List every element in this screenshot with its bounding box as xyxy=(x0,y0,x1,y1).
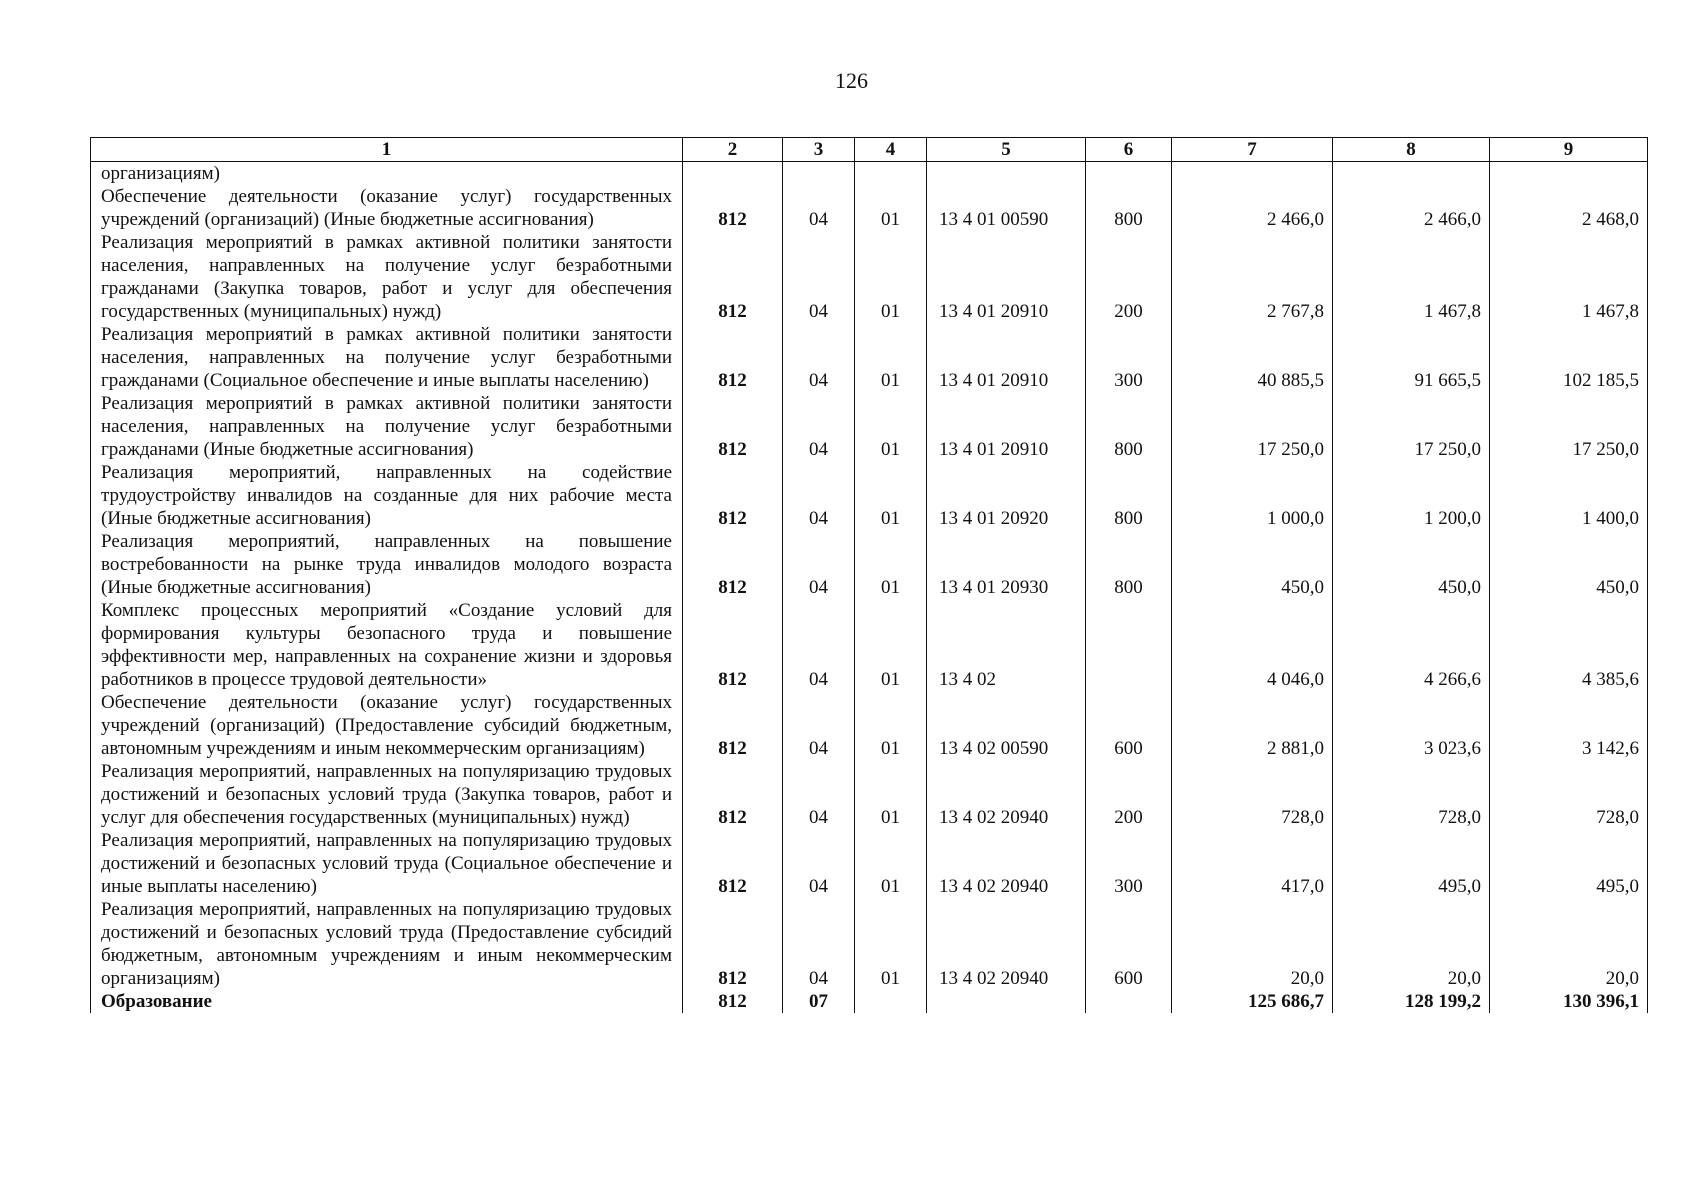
cell-target-article: 13 4 01 00590 xyxy=(927,185,1086,231)
cell-expense-type: 200 xyxy=(1086,231,1172,323)
cell-admin-code: 812 xyxy=(683,599,783,691)
row-description: Реализация мероприятий, направленных на популяризацию трудовых достижений и безопасных условий труда (Предоставление субсидий бюджетным, автономным учреждениям и иным некоммерческим организациям) xyxy=(91,898,683,990)
table-row xyxy=(91,392,1648,461)
table-row xyxy=(91,162,1648,186)
cell-amount-3: 20,0 xyxy=(1490,898,1648,990)
cell-amount-1: 40 885,5 xyxy=(1172,323,1333,392)
row-description: Реализация мероприятий в рамках активной политики занятости населения, направленных на получение услуг безработными гражданами (Социальное обеспечение и иные выплаты населению) xyxy=(91,323,683,392)
cell-amount-2: 1 467,8 xyxy=(1333,231,1490,323)
table-row xyxy=(91,323,1648,392)
cell-amount-2: 450,0 xyxy=(1333,530,1490,599)
table-row xyxy=(91,829,1648,898)
cell-section: 04 xyxy=(783,530,855,599)
cell-subsection: 01 xyxy=(855,599,927,691)
cell-target-article: 13 4 01 20910 xyxy=(927,392,1086,461)
cell-amount-3: 450,0 xyxy=(1490,530,1648,599)
row-description: Обеспечение деятельности (оказание услуг) государственных учреждений (организаций) (Предоставление субсидий бюджетным, автономным учреждениям и иным некоммерческим организациям) xyxy=(91,691,683,760)
cell-target-article: 13 4 02 20940 xyxy=(927,760,1086,829)
cell-expense-type: 200 xyxy=(1086,760,1172,829)
row-description: организациям) xyxy=(91,162,683,186)
cell-subsection: 01 xyxy=(855,691,927,760)
total-admin-code: 812 xyxy=(683,990,783,1013)
cell-section: 04 xyxy=(783,829,855,898)
cell-admin-code: 812 xyxy=(683,461,783,530)
cell-amount-3: 102 185,5 xyxy=(1490,323,1648,392)
cell-admin-code: 812 xyxy=(683,691,783,760)
cell-admin-code: 812 xyxy=(683,392,783,461)
cell-expense-type: 800 xyxy=(1086,530,1172,599)
row-description: Реализация мероприятий в рамках активной политики занятости населения, направленных на получение услуг безработными гражданами (Иные бюджетные ассигнования) xyxy=(91,392,683,461)
cell-amount-3: 4 385,6 xyxy=(1490,599,1648,691)
row-description: Комплекс процессных мероприятий «Создание условий для формирования культуры безопасного труда и повышение эффективности мер, направленных на сохранение жизни и здоровья работников в процессе трудовой деятельности» xyxy=(91,599,683,691)
total-amount-1: 125 686,7 xyxy=(1172,990,1333,1013)
cell-amount-1: 2 767,8 xyxy=(1172,231,1333,323)
table-row xyxy=(91,760,1648,829)
cell-subsection: 01 xyxy=(855,530,927,599)
cell-section: 04 xyxy=(783,599,855,691)
cell-section: 04 xyxy=(783,691,855,760)
cell-subsection: 01 xyxy=(855,231,927,323)
cell-expense-type: 300 xyxy=(1086,829,1172,898)
cell-admin-code: 812 xyxy=(683,231,783,323)
cell-section: 04 xyxy=(783,760,855,829)
cell-amount-2: 495,0 xyxy=(1333,829,1490,898)
table-row xyxy=(91,461,1648,530)
cell-amount-3: 495,0 xyxy=(1490,829,1648,898)
cell-amount-2: 2 466,0 xyxy=(1333,185,1490,231)
cell-amount-2: 17 250,0 xyxy=(1333,392,1490,461)
cell-amount-2 xyxy=(1333,162,1490,186)
cell-expense-type: 600 xyxy=(1086,898,1172,990)
cell-target-article: 13 4 01 20930 xyxy=(927,530,1086,599)
cell-target-article: 13 4 01 20910 xyxy=(927,231,1086,323)
cell-admin-code: 812 xyxy=(683,760,783,829)
cell-expense-type: 800 xyxy=(1086,185,1172,231)
cell-section: 04 xyxy=(783,231,855,323)
header-row xyxy=(91,138,1648,162)
cell-amount-1: 728,0 xyxy=(1172,760,1333,829)
header-col-8: 8 xyxy=(1333,138,1490,162)
total-amount-3: 130 396,1 xyxy=(1490,990,1648,1013)
row-description: Обеспечение деятельности (оказание услуг) государственных учреждений (организаций) (Иные бюджетные ассигнования) xyxy=(91,185,683,231)
total-section: 07 xyxy=(783,990,855,1013)
cell-amount-1 xyxy=(1172,162,1333,186)
header-col-1: 1 xyxy=(91,138,683,162)
cell-admin-code: 812 xyxy=(683,323,783,392)
cell-amount-3: 17 250,0 xyxy=(1490,392,1648,461)
row-description: Реализация мероприятий, направленных на популяризацию трудовых достижений и безопасных условий труда (Социальное обеспечение и иные выплаты населению) xyxy=(91,829,683,898)
cell-amount-3: 3 142,6 xyxy=(1490,691,1648,760)
cell-amount-3: 728,0 xyxy=(1490,760,1648,829)
cell-amount-2: 4 266,6 xyxy=(1333,599,1490,691)
cell-expense-type xyxy=(1086,162,1172,186)
cell-subsection: 01 xyxy=(855,760,927,829)
cell-section: 04 xyxy=(783,392,855,461)
cell-section: 04 xyxy=(783,323,855,392)
cell-target-article: 13 4 02 20940 xyxy=(927,898,1086,990)
cell-admin-code: 812 xyxy=(683,898,783,990)
cell-admin-code: 812 xyxy=(683,185,783,231)
cell-expense-type: 600 xyxy=(1086,691,1172,760)
header-col-9: 9 xyxy=(1490,138,1648,162)
cell-amount-1: 450,0 xyxy=(1172,530,1333,599)
header-col-6: 6 xyxy=(1086,138,1172,162)
cell-amount-3: 2 468,0 xyxy=(1490,185,1648,231)
page-number: 126 xyxy=(835,68,868,93)
total-row xyxy=(91,990,1648,1013)
total-expense-type xyxy=(1086,990,1172,1013)
header-col-2: 2 xyxy=(683,138,783,162)
table-row xyxy=(91,691,1648,760)
table-row xyxy=(91,185,1648,231)
cell-section: 04 xyxy=(783,185,855,231)
row-description: Реализация мероприятий, направленных на содействие трудоустройству инвалидов на созданные для них рабочие места (Иные бюджетные ассигнования) xyxy=(91,461,683,530)
cell-amount-1: 4 046,0 xyxy=(1172,599,1333,691)
cell-target-article: 13 4 01 20910 xyxy=(927,323,1086,392)
budget-table xyxy=(90,137,1648,1013)
table-row xyxy=(91,898,1648,990)
table-row xyxy=(91,530,1648,599)
cell-subsection: 01 xyxy=(855,829,927,898)
cell-target-article: 13 4 02 00590 xyxy=(927,691,1086,760)
cell-target-article: 13 4 02 20940 xyxy=(927,829,1086,898)
header-col-7: 7 xyxy=(1172,138,1333,162)
cell-amount-1: 17 250,0 xyxy=(1172,392,1333,461)
cell-amount-3: 1 467,8 xyxy=(1490,231,1648,323)
cell-amount-3 xyxy=(1490,162,1648,186)
cell-amount-1: 20,0 xyxy=(1172,898,1333,990)
cell-target-article: 13 4 01 20920 xyxy=(927,461,1086,530)
header-col-3: 3 xyxy=(783,138,855,162)
cell-section: 04 xyxy=(783,898,855,990)
cell-amount-2: 3 023,6 xyxy=(1333,691,1490,760)
cell-amount-2: 1 200,0 xyxy=(1333,461,1490,530)
total-description: Образование xyxy=(91,990,683,1013)
cell-admin-code: 812 xyxy=(683,829,783,898)
cell-subsection: 01 xyxy=(855,461,927,530)
header-col-4: 4 xyxy=(855,138,927,162)
total-subsection xyxy=(855,990,927,1013)
cell-section xyxy=(783,162,855,186)
cell-expense-type: 800 xyxy=(1086,392,1172,461)
cell-amount-3: 1 400,0 xyxy=(1490,461,1648,530)
cell-target-article: 13 4 02 xyxy=(927,599,1086,691)
cell-subsection: 01 xyxy=(855,323,927,392)
cell-section: 04 xyxy=(783,461,855,530)
cell-subsection: 01 xyxy=(855,392,927,461)
cell-amount-1: 2 881,0 xyxy=(1172,691,1333,760)
cell-amount-2: 20,0 xyxy=(1333,898,1490,990)
table-row xyxy=(91,599,1648,691)
cell-expense-type xyxy=(1086,599,1172,691)
total-amount-2: 128 199,2 xyxy=(1333,990,1490,1013)
row-description: Реализация мероприятий в рамках активной политики занятости населения, направленных на получение услуг безработными гражданами (Закупка товаров, работ и услуг для обеспечения государственных (муниципальных) нужд) xyxy=(91,231,683,323)
cell-subsection xyxy=(855,162,927,186)
row-description: Реализация мероприятий, направленных на популяризацию трудовых достижений и безопасных условий труда (Закупка товаров, работ и услуг для обеспечения государственных (муниципальных) нужд) xyxy=(91,760,683,829)
cell-subsection: 01 xyxy=(855,185,927,231)
cell-admin-code xyxy=(683,162,783,186)
cell-amount-1: 2 466,0 xyxy=(1172,185,1333,231)
cell-amount-2: 728,0 xyxy=(1333,760,1490,829)
cell-amount-1: 417,0 xyxy=(1172,829,1333,898)
cell-subsection: 01 xyxy=(855,898,927,990)
row-description: Реализация мероприятий, направленных на повышение востребованности на рынке труда инвалидов молодого возраста (Иные бюджетные ассигнования) xyxy=(91,530,683,599)
cell-amount-1: 1 000,0 xyxy=(1172,461,1333,530)
cell-expense-type: 300 xyxy=(1086,323,1172,392)
cell-amount-2: 91 665,5 xyxy=(1333,323,1490,392)
cell-target-article xyxy=(927,162,1086,186)
cell-admin-code: 812 xyxy=(683,530,783,599)
cell-expense-type: 800 xyxy=(1086,461,1172,530)
header-col-5: 5 xyxy=(927,138,1086,162)
total-target-article xyxy=(927,990,1086,1013)
table-row xyxy=(91,231,1648,323)
